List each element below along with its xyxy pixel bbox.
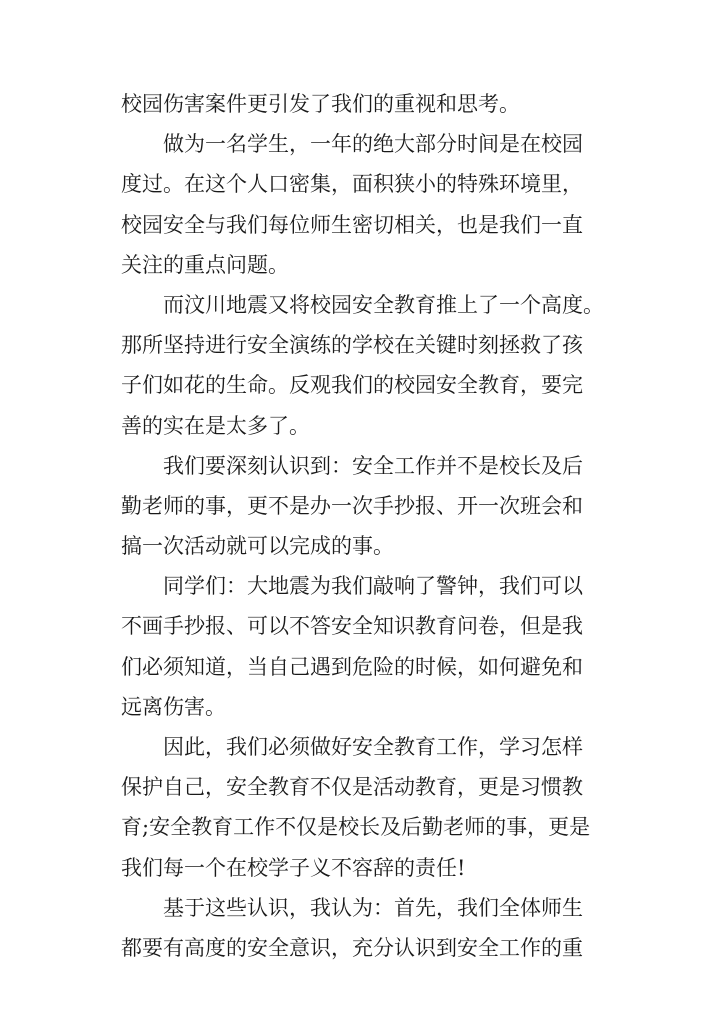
text-line: 我们每一个在校学子义不容辞的责任! bbox=[121, 855, 466, 880]
text-line: 勤老师的事，更不是办一次手抄报、开一次班会和 bbox=[121, 493, 583, 518]
text-line: 善的实在是太多了。 bbox=[121, 413, 310, 438]
text-line: 校园伤害案件更引发了我们的重视和思考。 bbox=[121, 92, 520, 116]
text-line: 子们如花的生命。反观我们的校园安全教育，要完 bbox=[121, 373, 583, 398]
text-line: 们必须知道，当自己遇到危险的时候，如何避免和 bbox=[121, 654, 583, 679]
text-line: 校园安全与我们每位师生密切相关，也是我们一直 bbox=[121, 212, 583, 237]
text-line: 育;安全教育工作不仅是校长及后勤老师的事，更是 bbox=[121, 815, 591, 840]
text-line: 做为一名学生，一年的绝大部分时间是在校园 bbox=[163, 132, 583, 157]
text-line: 我们要深刻认识到：安全工作并不是校长及后 bbox=[163, 453, 583, 478]
text-line: 同学们：大地震为我们敲响了警钟，我们可以 bbox=[163, 574, 583, 599]
body-text bbox=[121, 84, 607, 968]
text-line: 而汶川地震又将校园安全教育推上了一个高度。 bbox=[163, 292, 604, 317]
text-line: 保护自己，安全教育不仅是活动教育，更是习惯教 bbox=[121, 775, 583, 800]
text-line: 度过。在这个人口密集，面积狭小的特殊环境里， bbox=[121, 172, 583, 197]
text-line: 不画手抄报、可以不答安全知识教育问卷，但是我 bbox=[121, 614, 583, 639]
text-line: 基于这些认识，我认为：首先，我们全体师生 bbox=[163, 895, 583, 920]
text-line: 远离伤害。 bbox=[121, 694, 226, 719]
text-line: 关注的重点问题。 bbox=[121, 252, 289, 277]
text-line: 那所坚持进行安全演练的学校在关键时刻拯救了孩 bbox=[121, 333, 583, 358]
text-line: 搞一次活动就可以完成的事。 bbox=[121, 534, 394, 559]
text-line: 都要有高度的安全意识，充分认识到安全工作的重 bbox=[121, 935, 583, 960]
text-line: 因此，我们必须做好安全教育工作，学习怎样 bbox=[163, 735, 583, 759]
